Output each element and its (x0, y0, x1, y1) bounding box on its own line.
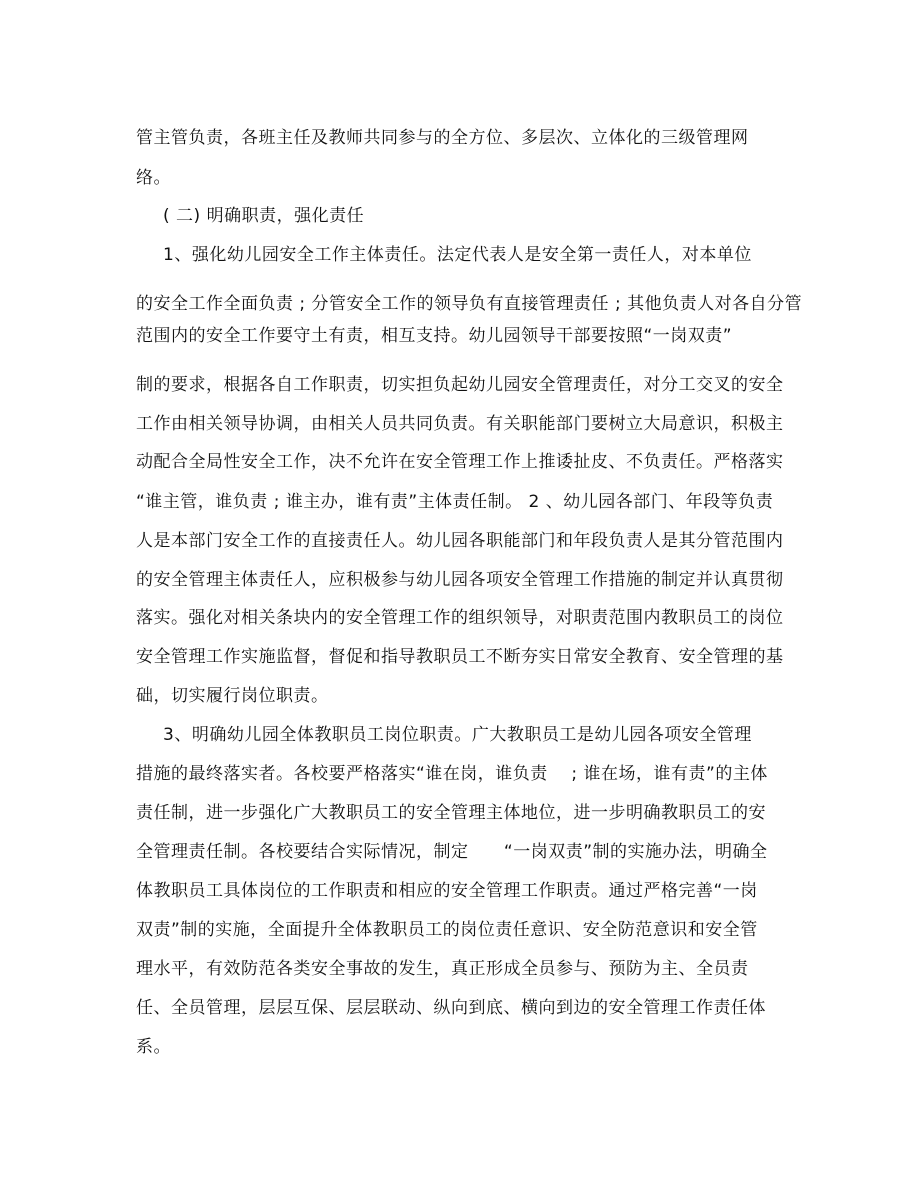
text-line: 管主管负责，各班主任及教师共同参与的全方位、多层次、立体化的三级管理网 (136, 128, 749, 148)
text-line: 全管理责任制。各校要结合实际情况，制定 “一岗双责”制的实施办法，明确全 (136, 842, 768, 862)
text-line: “谁主管，谁负责 ; 谁主办，谁有责”主体责任制。 2 、幼儿园各部门、年段等负责 (136, 492, 774, 512)
text-line: 范围内的安全工作要守土有责，相互支持。幼儿园领导干部要按照“一岗双责” (136, 326, 733, 346)
text-line: 动配合全局性安全工作，决不允许在安全管理工作上推诿扯皮、不负责任。严格落实 (136, 452, 784, 472)
text-line: 络。 (136, 168, 171, 188)
text-line: 理水平，有效防范各类安全事故的发生，真正形成全员参与、预防为主、全员责 (136, 959, 749, 979)
text-line: 双责”制的实施，全面提升全体教职员工的岗位责任意识、安全防范意识和安全管 (136, 920, 758, 940)
text-line: 3、明确幼儿园全体教职员工岗位职责。广大教职员工是幼儿园各项安全管理 (163, 725, 752, 745)
text-line: 制的要求，根据各自工作职责，切实担负起幼儿园安全管理责任，对分工交叉的安全 (136, 375, 784, 395)
section-heading: ( 二) 明确职责，强化责任 (163, 206, 365, 226)
text-line: 系。 (136, 1037, 171, 1057)
text-line: 措施的最终落实者。各校要严格落实“谁在岗，谁负责 ; 谁在场，谁有责”的主体 (136, 764, 768, 784)
text-line: 落实。强化对相关条块内的安全管理工作的组织领导，对职责范围内教职员工的岗位 (136, 608, 784, 628)
text-line: 础，切实履行岗位职责。 (136, 686, 329, 706)
text-line: 任、全员管理，层层互保、层层联动、纵向到底、横向到边的安全管理工作责任体 (136, 998, 766, 1018)
text-line: 责任制，进一步强化广大教职员工的安全管理主体地位，进一步明确教职员工的安 (136, 803, 766, 823)
text-line: 1、强化幼儿园安全工作主体责任。法定代表人是安全第一责任人，对本单位 (163, 245, 752, 265)
text-line: 安全管理工作实施监督，督促和指导教职员工不断夯实日常安全教育、安全管理的基 (136, 647, 784, 667)
text-line: 人是本部门安全工作的直接责任人。幼儿园各职能部门和年段负责人是其分管范围内 (136, 531, 784, 551)
text-line: 体教职员工具体岗位的工作职责和相应的安全管理工作职责。通过严格完善“一岗 (136, 881, 758, 901)
text-line: 的安全管理主体责任人，应积极参与幼儿园各项安全管理工作措施的制定并认真贯彻 (136, 570, 784, 590)
text-line: 的安全工作全面负责 ; 分管安全工作的领导负有直接管理责任 ; 其他负责人对各自分管 (136, 294, 803, 314)
text-line: 工作由相关领导协调，由相关人员共同负责。有关职能部门要树立大局意识，积极主 (136, 414, 784, 434)
